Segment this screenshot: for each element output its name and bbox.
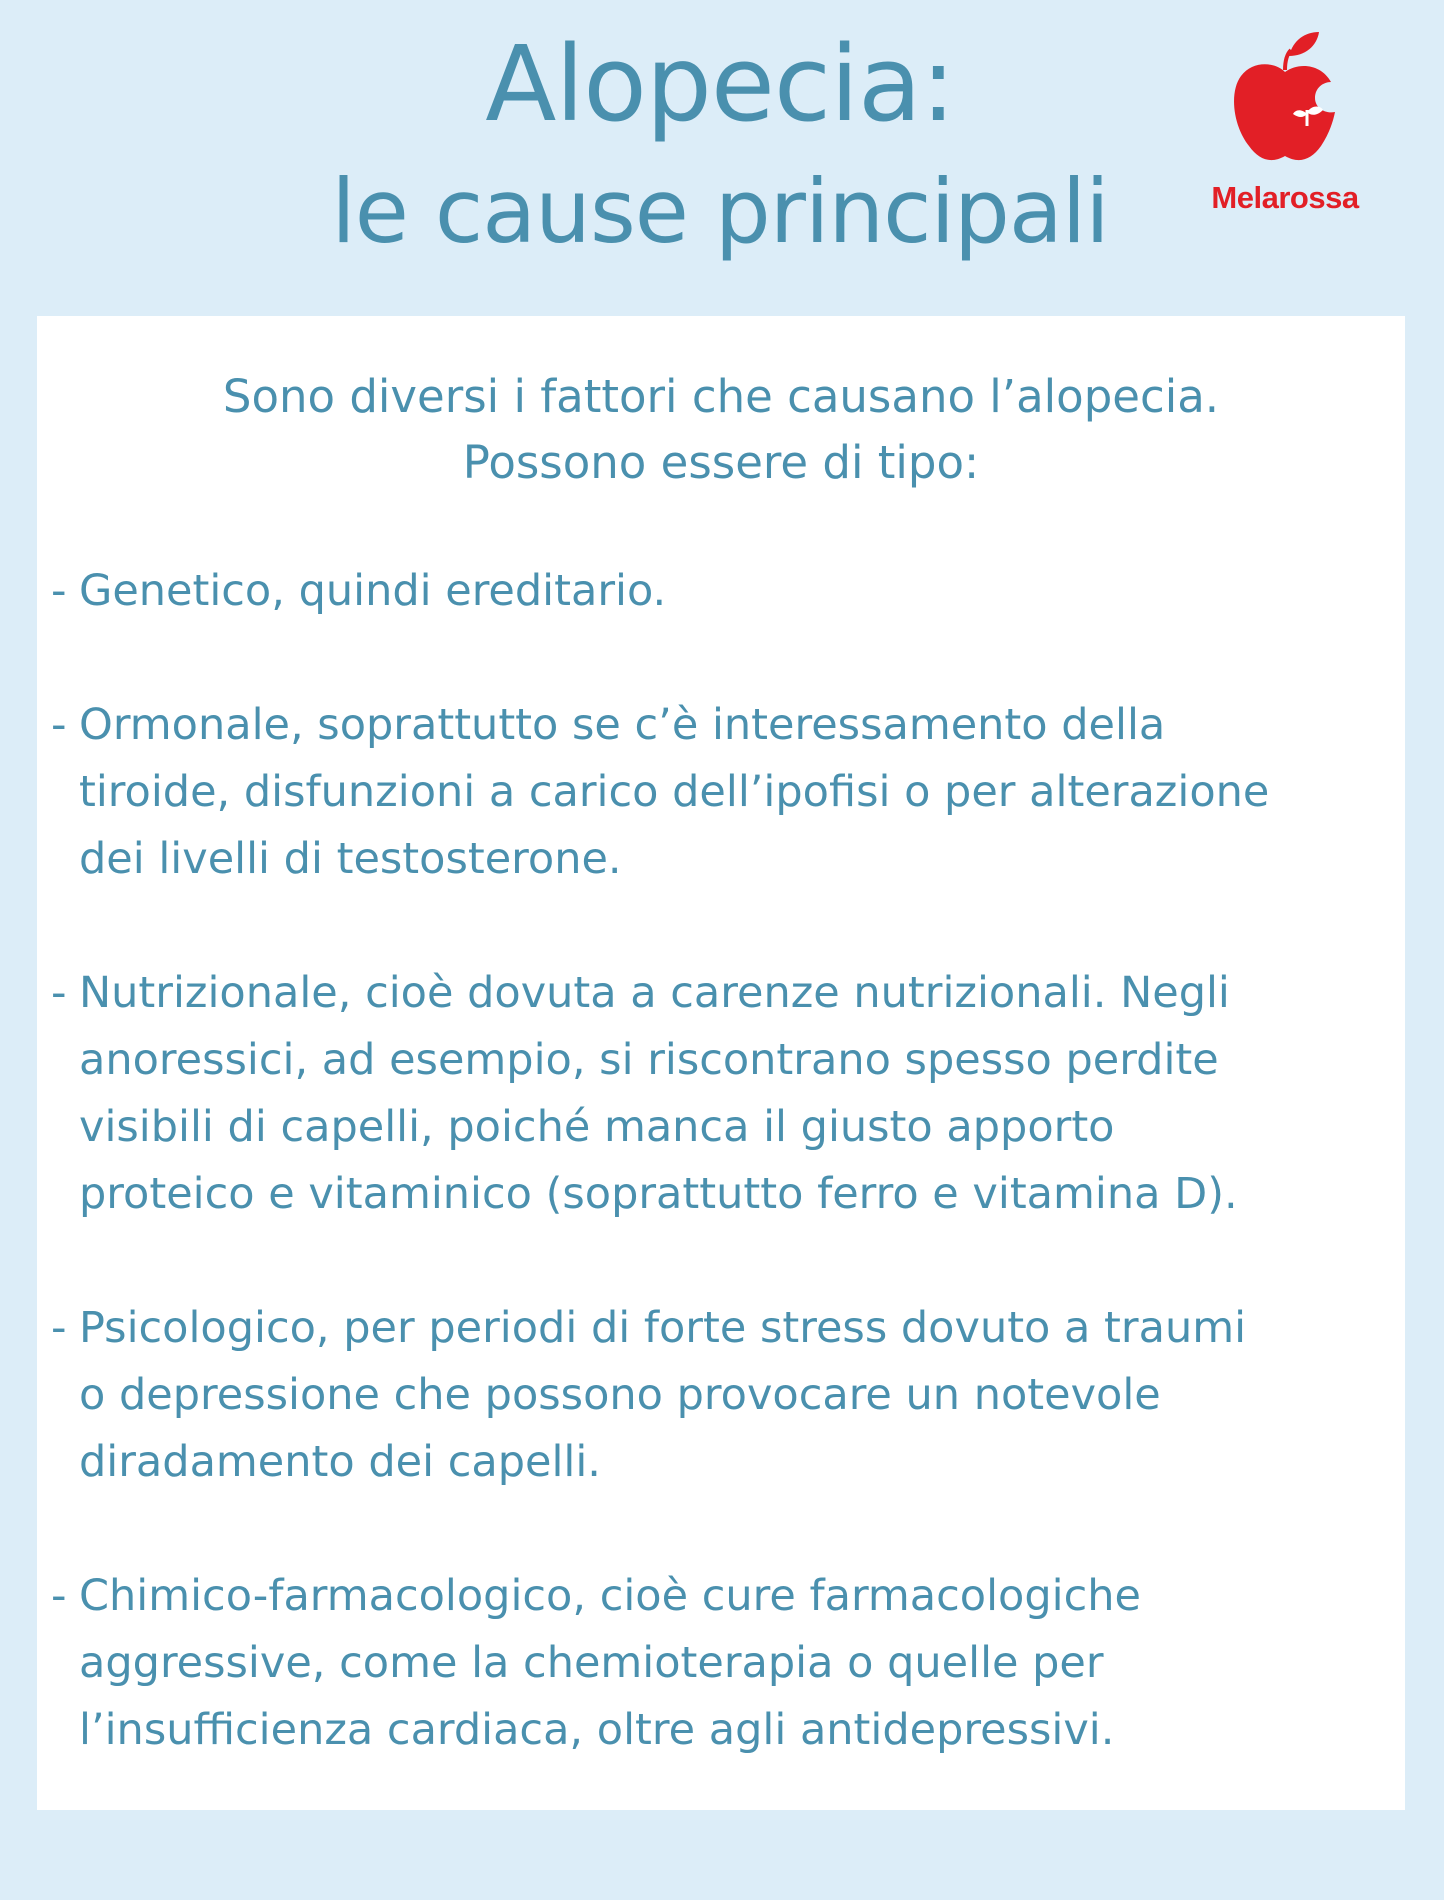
brand-logo	[1195, 30, 1375, 230]
intro-line-2: Possono essere di tipo:	[462, 436, 980, 489]
list-item	[51, 960, 1381, 1228]
brand-name: Melarossa	[1211, 180, 1359, 215]
list-dash: -	[51, 1571, 67, 1621]
list-item-text: Genetico, quindi ereditario.	[79, 566, 667, 616]
title-line-1: Alopecia:	[485, 23, 955, 145]
list-item	[51, 1563, 1381, 1764]
intro-line-1: Sono diversi i fattori che causano l’alopecia.	[222, 370, 1220, 423]
list-item-text: Psicologico, per periodi di forte stress dovuto a traumi o depressione che possono provocare un notevole diradamento dei capelli.	[79, 1303, 1247, 1487]
page-title	[180, 20, 1260, 276]
content-card	[37, 316, 1405, 1810]
list-dash: -	[51, 968, 67, 1018]
list-dash: -	[51, 1303, 67, 1353]
list-dash: -	[51, 700, 67, 750]
intro-text	[37, 364, 1405, 496]
list-item	[51, 558, 1381, 625]
list-item	[51, 1295, 1381, 1496]
title-line-2: le cause principali	[331, 160, 1109, 263]
list-item-text: Ormonale, soprattutto se c’è interessamento della tiroide, disfunzioni a carico dell’ipofisi o per alterazione dei livelli di testosterone.	[79, 700, 1270, 884]
list-dash: -	[51, 566, 67, 616]
apple-icon	[1231, 30, 1339, 166]
list-item-text: Nutrizionale, cioè dovuta a carenze nutrizionali. Negli anoressici, ad esempio, si riscontrano spesso perdite visibili di capelli, poiché manca il giusto apporto proteico e vitaminico (soprattutto ferro e vitamina D).	[79, 968, 1238, 1219]
list-item-text: Chimico-farmacologico, cioè cure farmacologiche aggressive, come la chemioterapia o quelle per l’insufficienza cardiaca, oltre agli antidepressivi.	[79, 1571, 1141, 1755]
header	[0, 0, 1444, 300]
causes-list	[51, 558, 1381, 1764]
list-item	[51, 692, 1381, 893]
